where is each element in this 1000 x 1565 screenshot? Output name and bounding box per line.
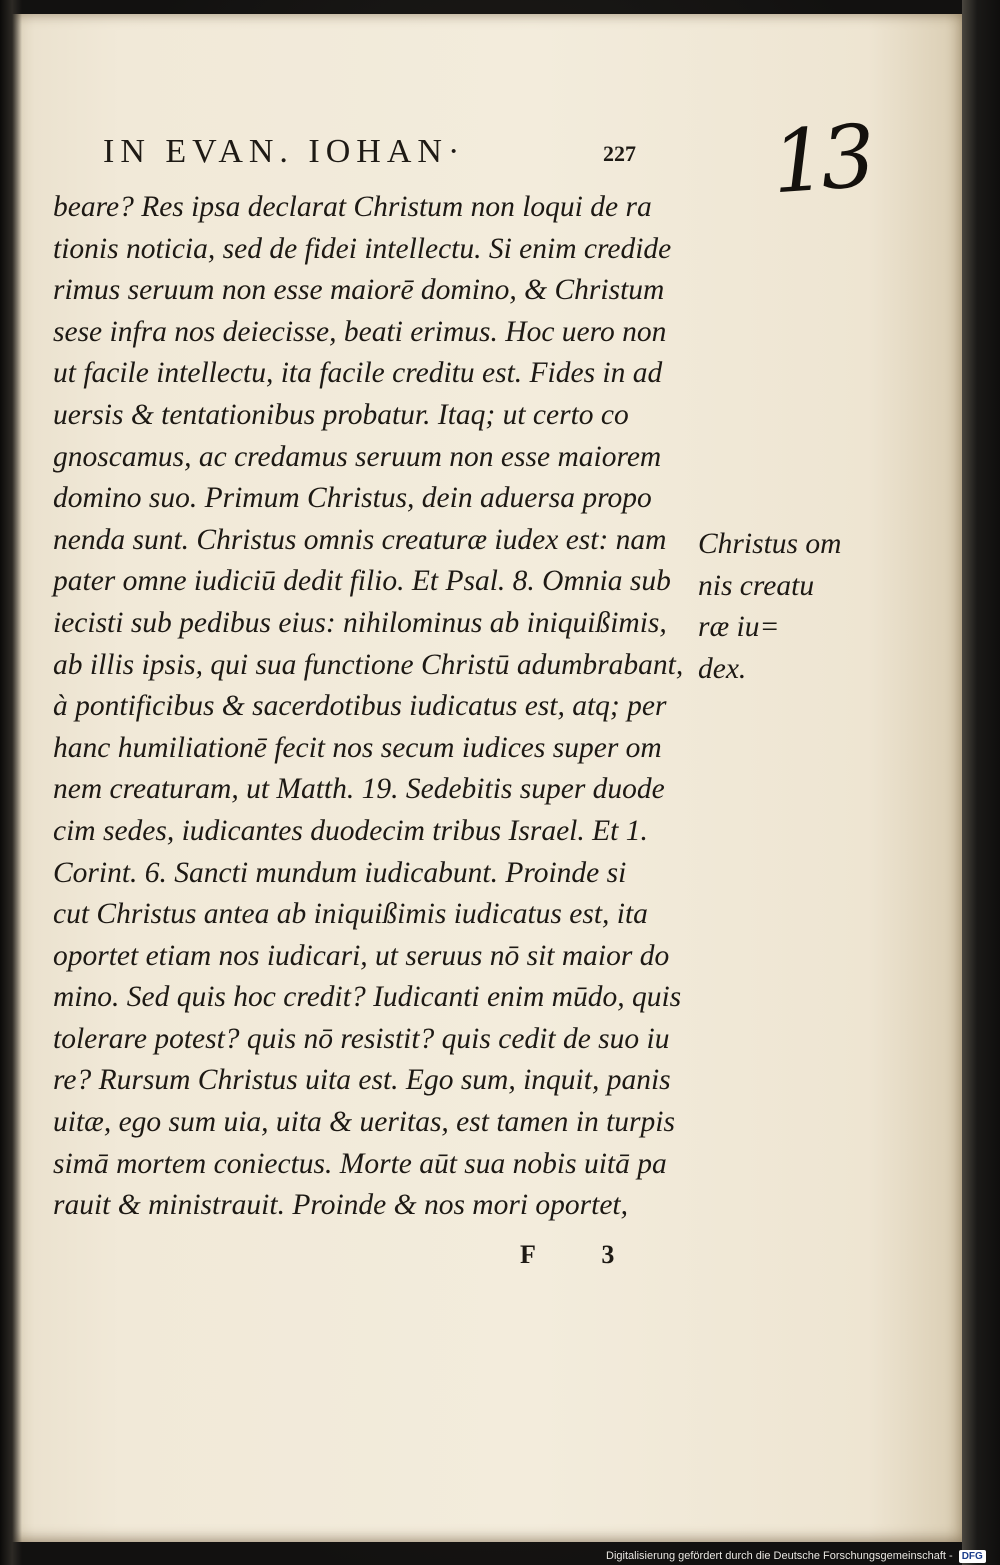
handwritten-leaf-number: 13 (768, 106, 873, 214)
text-line: simā mortem coniectus. Morte aūt sua nobis uitā pa (53, 1147, 667, 1180)
text-line: cim sedes, iudicantes duodecim tribus Israel. Et 1. (53, 814, 648, 847)
book-spine-shadow (0, 0, 22, 1565)
text-line: mino. Sed quis hoc credit? Iudicanti enim mūdo, quis (53, 981, 682, 1014)
marginal-note-line: ræ iu= (698, 611, 780, 644)
text-line: pater omne iudiciū dedit filio. Et Psal. 8. Omnia sub (53, 565, 671, 598)
text-line: tionis noticia, sed de fidei intellectu. Si enim credide (53, 232, 672, 265)
marginal-note-line: nis creatu (698, 569, 815, 602)
text-line: tolerare potest? quis nō resistit? quis cedit de suo iu (53, 1022, 670, 1055)
text-line: hanc humiliationē fecit nos secum iudices super om (53, 731, 662, 764)
text-line: à pontificibus & sacerdotibus iudicatus est, atq; per (53, 690, 667, 723)
text-line: iecisti sub pedibus eius: nihilominus ab iniquißimis, (53, 606, 667, 639)
marginal-note-line: dex. (698, 652, 747, 685)
running-head (103, 133, 663, 173)
text-line: sese infra nos deiecisse, beati erimus. Hoc uero non (53, 315, 667, 348)
digitization-credit (606, 1547, 986, 1565)
text-line: nem creaturam, ut Matth. 19. Sedebitis super duode (53, 773, 665, 806)
text-line: domino suo. Primum Christus, dein aduersa propo (53, 482, 652, 515)
marginal-note-line: Christus om (698, 528, 842, 560)
page-right-edge (962, 0, 1000, 1565)
text-line: beare? Res ipsa declarat Christum non loqui de ra (53, 191, 652, 223)
text-line: ut facile intellectu, ita facile creditu est. Fides in ad (53, 357, 663, 390)
text-line: uitæ, ego sum uia, uita & ueritas, est tamen in turpis (53, 1106, 675, 1139)
marginal-note (698, 524, 868, 690)
dfg-logo: DFG (959, 1550, 986, 1563)
text-line: gnoscamus, ac credamus seruum non esse maiorem (53, 440, 662, 473)
text-line: rauit & ministrauit. Proinde & nos mori oportet, (53, 1189, 629, 1222)
page-number: 227 (603, 141, 636, 166)
text-line: re? Rursum Christus uita est. Ego sum, inquit, panis (53, 1064, 671, 1097)
signature-mark: F 3 (520, 1240, 645, 1269)
credit-text: Digitalisierung gefördert durch die Deutsche Forschungsgemeinschaft - (606, 1550, 953, 1562)
text-line: cut Christus antea ab iniquißimis iudicatus est, ita (53, 898, 648, 931)
text-line: ab illis ipsis, qui sua functione Christū adumbrabant, (53, 648, 684, 681)
text-line: nenda sunt. Christus omnis creaturæ iudex est: nam (53, 523, 667, 556)
text-line: uersis & tentationibus probatur. Itaq; ut certo co (53, 398, 629, 431)
text-line: rimus seruum non esse maiorē domino, & Christum (53, 274, 665, 307)
text-line: Corint. 6. Sancti mundum iudicabunt. Proinde si (53, 856, 627, 889)
running-head-title: IN EVAN. IOHAN· (103, 133, 466, 170)
text-line: oportet etiam nos iudicari, ut seruus nō sit maior do (53, 939, 670, 972)
main-text-block (53, 187, 703, 1227)
